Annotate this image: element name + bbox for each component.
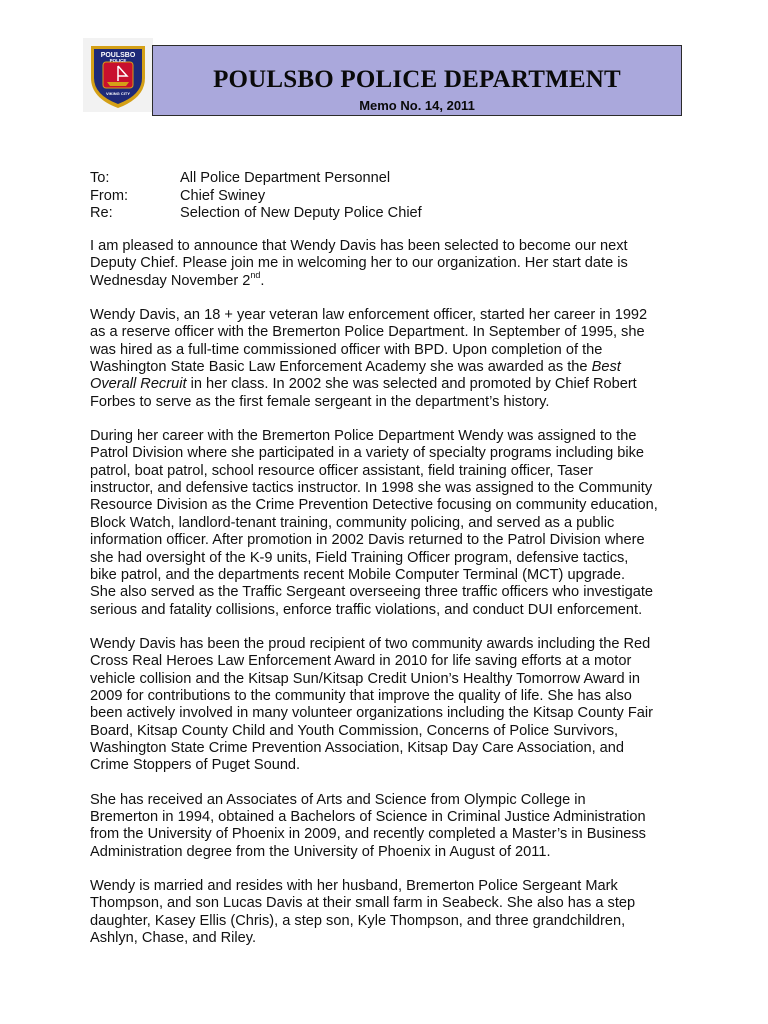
text-line: Wendy Davis has been the proud recipient of two community awards including the Red	[90, 635, 651, 652]
text-line: vehicle collision and the Kitsap Sun/Kitsap Credit Union’s Healthy Tomorrow Award in	[90, 670, 640, 687]
paragraph-family	[90, 878, 690, 947]
memo-body	[90, 238, 690, 964]
text-line: 2009 for contributions to the community that improve the quality of life. She has also	[90, 687, 632, 704]
text-line: Wendy is married and resides with her husband, Bremerton Police Sergeant Mark	[90, 878, 618, 894]
text-line	[90, 376, 690, 393]
logo-top-text: POULSBO	[100, 52, 136, 59]
text-line: been actively involved in many volunteer organizations including the Kitsap County Fair	[90, 705, 653, 722]
text-line: patrol, boat patrol, school resource officer assistant, field training officer, Taser	[90, 462, 593, 479]
logo-bottom-text: VIKING CITY	[105, 91, 131, 96]
from-label: From:	[90, 187, 129, 204]
re-value: Selection of New Deputy Police Chief	[180, 205, 422, 221]
text-line: Deputy Chief. Please join me in welcoming her to our organization. Her start date is	[90, 255, 628, 272]
text-line: Ashlyn, Chase, and Riley.	[90, 930, 257, 947]
text-line: Block Watch, landlord-tenant training, community policing, and served as a public	[90, 514, 615, 531]
text-line: Board, Kitsap County Child and Youth Commission, Concerns of Police Survivors,	[90, 722, 619, 739]
start-date: Wednesday November 2	[90, 272, 251, 289]
award-title-part1: Best	[591, 359, 621, 376]
text-line: Patrol Division where she participated in a variety of specialty programs including bike	[90, 445, 645, 462]
memo-header	[90, 170, 422, 223]
text-line: Wendy Davis, an 18 + year veteran law enforcement officer, started her career in 1992	[90, 307, 648, 324]
text-segment: in her class. In 2002 she was selected and promoted by Chief Robert	[186, 376, 637, 393]
text-line: Bremerton in 1994, obtained a Bachelors of Science in Criminal Justice Administration	[90, 808, 646, 825]
text-line: Washington State Crime Prevention Association, Kitsap Day Care Association, and	[90, 739, 625, 756]
text-line: Cross Real Heroes Law Enforcement Award in 2010 for life saving efforts at a motor	[90, 653, 632, 670]
memo-to-row	[90, 170, 422, 188]
text-line: was hired as a full-time commissioned officer with BPD. Upon completion of the	[90, 341, 603, 358]
paragraph-education	[90, 792, 690, 861]
letterhead-banner	[152, 45, 682, 116]
re-label: Re:	[90, 205, 113, 221]
text-line: serious and fatality collisions, enforce traffic violations, and conduct DUI enforcement.	[90, 601, 643, 618]
memo-re-row	[90, 205, 422, 223]
period: .	[260, 272, 265, 289]
department-logo	[83, 38, 153, 112]
text-line: Forbes to serve as the first female sergeant in the department’s history.	[90, 393, 550, 410]
text-line: bike patrol, and the departments recent Mobile Computer Terminal (MCT) upgrade.	[90, 566, 626, 583]
text-segment: Washington State Basic Law Enforcement Academy she was awarded as the	[90, 359, 592, 376]
memo-number: Memo No. 14, 2011	[359, 98, 475, 113]
text-line: she had oversight of the K-9 units, Field Training Officer program, defensive tactics,	[90, 549, 629, 566]
text-line: I am pleased to announce that Wendy Davis has been selected to become our next	[90, 238, 628, 254]
logo-sub-text: POLICE	[109, 58, 127, 63]
text-line: Resource Division as the Crime Prevention Detective focusing on community education,	[90, 497, 658, 514]
text-line: from the University of Phoenix in 2009, and recently completed a Master’s in Business	[90, 826, 646, 843]
ordinal-suffix: nd	[250, 269, 261, 280]
to-label: To:	[90, 170, 110, 186]
text-line	[90, 359, 690, 376]
to-value: All Police Department Personnel	[180, 170, 391, 186]
text-line: She has received an Associates of Arts and Science from Olympic College in	[90, 791, 586, 808]
text-line	[90, 269, 690, 290]
text-line: Thompson, and son Lucas Davis at their small farm in Seabeck. She also has a step	[90, 895, 636, 912]
text-line: as a reserve officer with the Bremerton Police Department. In September of 1995, she	[90, 324, 645, 341]
page-title: POULSBO POLICE DEPARTMENT	[213, 66, 621, 93]
text-line: daughter, Kasey Ellis (Chris), a step son, Kyle Thompson, and three grandchildren,	[90, 912, 626, 929]
text-line: instructor, and defensive tactics instructor. In 1998 she was assigned to the Community	[90, 480, 653, 497]
text-line: During her career with the Bremerton Police Department Wendy was assigned to the	[90, 428, 637, 445]
text-line: Administration degree from the University of Phoenix in August of 2011.	[90, 843, 551, 860]
police-badge-icon	[83, 38, 153, 112]
memo-from-row	[90, 188, 422, 206]
text-line: She also served as the Traffic Sergeant overseeing three traffic officers who investigate	[90, 584, 653, 601]
from-value: Chief Swiney	[180, 187, 266, 204]
paragraph-assignments	[90, 428, 690, 619]
paragraph-awards	[90, 636, 690, 775]
paragraph-announcement	[90, 238, 690, 290]
text-line: Crime Stoppers of Puget Sound.	[90, 757, 301, 774]
text-line: information officer. After promotion in 2002 Davis returned to the Patrol Division where	[90, 532, 645, 549]
award-title-part2: Overall Recruit	[90, 376, 187, 393]
paragraph-career-start	[90, 307, 690, 411]
